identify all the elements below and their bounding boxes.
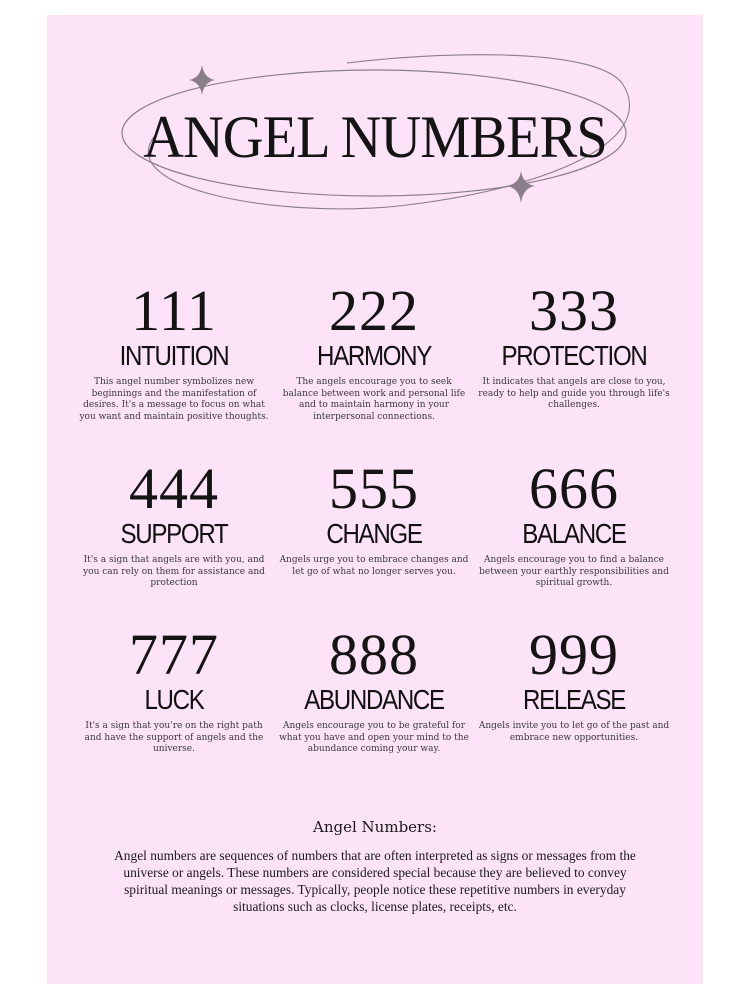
angel-description: Angels invite you to let go of the past and embrace new opportunities. [478, 721, 670, 743]
angel-number-card [474, 456, 674, 590]
angel-description: Angels urge you to embrace changes and let go of what no longer serves you. [279, 555, 469, 577]
angel-number: 222 [329, 278, 419, 343]
angel-number-card [74, 278, 274, 423]
angel-meaning: BALANCE [522, 518, 626, 549]
angel-meaning: INTUITION [119, 340, 229, 371]
angel-number-card [474, 622, 674, 744]
angel-number: 666 [529, 456, 619, 521]
angel-number: 444 [129, 456, 219, 521]
angel-number: 111 [131, 278, 217, 343]
angel-meaning: PROTECTION [501, 340, 647, 371]
angel-description: The angels encourage you to seek balance between work and personal life and to maintain harmony in your interpersonal connections. [282, 377, 466, 422]
page-title: ANGEL NUMBERS [143, 104, 607, 170]
angel-description: It indicates that angels are close to you, ready to help and guide you through life's challenges. [478, 377, 670, 410]
footer-heading: Angel Numbers: [313, 818, 437, 836]
footer-paragraph: Angel numbers are sequences of numbers that are often interpreted as signs or messages from the universe or angels. These numbers are considered special because they are believed to convey spiritual meanings or messages. Typically, people notice these repetitive numbers in everyday situations such as clocks, license plates, receipts, etc. [114, 848, 636, 914]
angel-number-card [74, 456, 274, 590]
sparkle-icon [507, 171, 535, 203]
angel-meaning: CHANGE [326, 518, 422, 549]
angel-number: 999 [529, 622, 619, 687]
angel-description: It's a sign that you're on the right path and have the support of angels and the universe. [84, 721, 264, 754]
angel-number-card [274, 622, 474, 756]
angel-description: This angel number symbolizes new beginnings and the manifestation of desires. It's a message to focus on what you want and maintain positive thoughts. [79, 377, 269, 422]
angel-meaning: RELEASE [522, 684, 626, 715]
angel-meaning: LUCK [144, 684, 204, 715]
angel-number-card [474, 278, 674, 412]
sparkle-icon [189, 65, 215, 95]
angel-meaning: ABUNDANCE [304, 684, 444, 715]
angel-number-card [74, 622, 274, 756]
angel-meaning: HARMONY [316, 340, 432, 371]
angel-meaning: SUPPORT [120, 518, 228, 549]
angel-number: 555 [329, 456, 419, 521]
angel-description: Angels encourage you to be grateful for what you have and open your mind to the abundance coming your way. [279, 721, 469, 754]
angel-number-card [274, 278, 474, 423]
angel-description: It's a sign that angels are with you, and you can rely on them for assistance and protection [83, 555, 265, 588]
angel-number-card [274, 456, 474, 578]
title-block [47, 15, 703, 235]
angel-number: 333 [529, 278, 619, 343]
poster [47, 15, 703, 984]
angel-description: Angels encourage you to find a balance between your earthly responsibilities and spiritual growth. [479, 555, 669, 588]
angel-number: 777 [129, 622, 219, 687]
angel-number: 888 [329, 622, 419, 687]
